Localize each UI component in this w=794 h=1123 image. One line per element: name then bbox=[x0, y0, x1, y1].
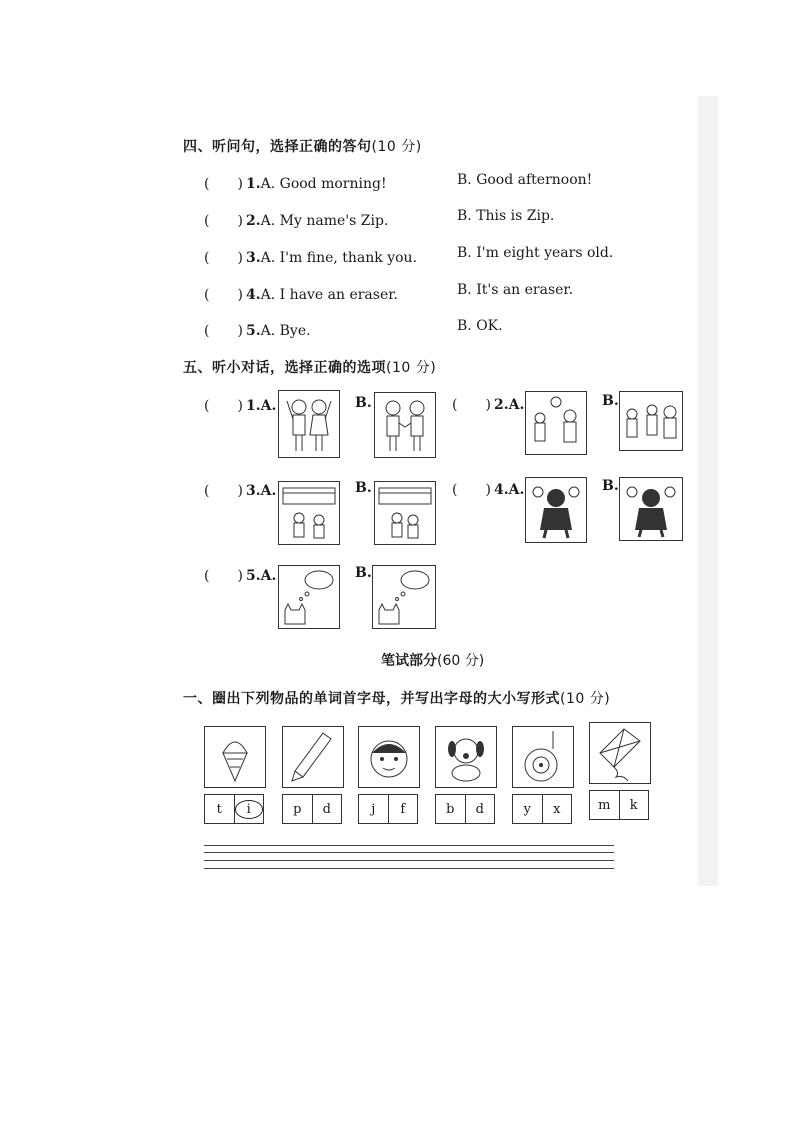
people-meeting-icon bbox=[620, 392, 682, 450]
school-scene-picture-a[interactable] bbox=[278, 481, 340, 545]
letter-option[interactable]: y bbox=[523, 801, 531, 817]
option-a: A. I have an eraser. bbox=[260, 287, 398, 303]
question-row: ( ) 4.A. I have an eraser. bbox=[204, 284, 398, 304]
section-4-title: 四、听问句，选择正确的答句(10 分) bbox=[183, 139, 422, 155]
scrollbar[interactable] bbox=[698, 96, 718, 886]
part-1-title: 一、圈出下列物品的单词首字母，并写出字母的大小写形式(10 分) bbox=[183, 691, 611, 707]
answer-blank[interactable]: ( ) bbox=[204, 287, 243, 303]
morning-greeting-picture[interactable] bbox=[525, 391, 587, 455]
option-a: A. I'm fine, thank you. bbox=[260, 250, 418, 266]
yoyo-picture bbox=[512, 726, 574, 788]
option-b-label: B. bbox=[355, 565, 372, 581]
option-b: B. This is Zip. bbox=[457, 208, 555, 224]
question-row: ( ) 5.A. bbox=[204, 565, 276, 585]
kids-waving-picture[interactable] bbox=[278, 390, 340, 458]
kite-icon bbox=[590, 723, 650, 783]
ice-cream-icon bbox=[205, 727, 265, 787]
answer-blank[interactable]: ( ) bbox=[452, 397, 491, 413]
ice-cream-picture bbox=[204, 726, 266, 788]
question-row: ( ) 5.A. Bye. bbox=[204, 320, 311, 340]
letter-choice-box[interactable] bbox=[358, 794, 418, 824]
cat-thinking-picture-b[interactable] bbox=[372, 565, 436, 629]
answer-blank[interactable]: ( ) bbox=[204, 250, 243, 266]
option-b-label: B. bbox=[355, 480, 372, 496]
letter-option[interactable]: d bbox=[312, 795, 342, 823]
letter-option[interactable]: p bbox=[293, 801, 302, 817]
letter-choice-box[interactable] bbox=[204, 794, 264, 824]
option-b: B. OK. bbox=[457, 318, 503, 334]
letter-option[interactable]: x bbox=[542, 795, 572, 823]
handshake-icon bbox=[375, 393, 435, 457]
option-b-label: B. bbox=[355, 395, 372, 411]
school-building-icon bbox=[375, 482, 435, 544]
clown-picture-a[interactable] bbox=[525, 477, 587, 543]
circled-letter: i bbox=[235, 800, 264, 819]
letter-option[interactable]: d bbox=[465, 795, 495, 823]
answer-blank[interactable]: ( ) bbox=[204, 568, 243, 584]
letter-option[interactable]: m bbox=[598, 797, 611, 813]
letter-option[interactable] bbox=[234, 795, 264, 823]
question-row: ( ) 3.A. bbox=[204, 480, 276, 500]
option-b: B. It's an eraser. bbox=[457, 282, 574, 298]
letter-choice-box[interactable] bbox=[435, 794, 495, 824]
option-b: B. I'm eight years old. bbox=[457, 245, 614, 261]
dog-picture bbox=[435, 726, 497, 788]
written-part-title: 笔试部分(60 分) bbox=[381, 653, 485, 669]
clown-icon bbox=[526, 478, 586, 542]
option-b-label: B. bbox=[602, 478, 619, 494]
writing-line bbox=[204, 845, 614, 846]
letter-option[interactable]: j bbox=[371, 801, 376, 817]
school-building-icon bbox=[279, 482, 339, 544]
cat-thought-bubble-icon bbox=[373, 566, 435, 628]
question-row: ( ) 3.A. I'm fine, thank you. bbox=[204, 247, 417, 267]
writing-line bbox=[204, 852, 614, 853]
clown-picture-b[interactable] bbox=[619, 477, 683, 541]
school-scene-picture-b[interactable] bbox=[374, 481, 436, 545]
letter-option[interactable]: k bbox=[619, 791, 649, 819]
letter-option[interactable]: b bbox=[446, 801, 455, 817]
pencil-picture bbox=[282, 726, 344, 788]
option-b-label: B. bbox=[602, 393, 619, 409]
kite-picture bbox=[589, 722, 651, 784]
letter-choice-box[interactable] bbox=[589, 790, 649, 820]
answer-blank[interactable]: ( ) bbox=[204, 398, 243, 414]
face-picture bbox=[358, 726, 420, 788]
question-row: ( ) 4.A. bbox=[452, 479, 524, 499]
answer-blank[interactable]: ( ) bbox=[452, 482, 491, 498]
answer-blank[interactable]: ( ) bbox=[204, 483, 243, 499]
section-5-title: 五、听小对话，选择正确的选项(10 分) bbox=[183, 360, 437, 376]
face-icon bbox=[359, 727, 419, 787]
answer-blank[interactable]: ( ) bbox=[204, 213, 243, 229]
question-row: ( ) 2.A. bbox=[452, 394, 524, 414]
writing-line bbox=[204, 868, 614, 869]
letter-choice-box[interactable] bbox=[512, 794, 572, 824]
kids-waving-icon bbox=[279, 391, 339, 457]
writing-line bbox=[204, 860, 614, 861]
question-row: ( ) 1.A. Good morning! bbox=[204, 173, 387, 193]
letter-choice-box[interactable] bbox=[282, 794, 342, 824]
afternoon-greeting-picture[interactable] bbox=[619, 391, 683, 451]
option-a: A. My name's Zip. bbox=[260, 213, 389, 229]
kids-handshake-picture[interactable] bbox=[374, 392, 436, 458]
answer-blank[interactable]: ( ) bbox=[204, 176, 243, 192]
question-row: ( ) 1.A. bbox=[204, 395, 276, 415]
option-a: A. Bye. bbox=[260, 323, 311, 339]
question-row: ( ) 2.A. My name's Zip. bbox=[204, 210, 388, 230]
cat-thought-bubble-icon bbox=[279, 566, 339, 628]
cat-thinking-picture-a[interactable] bbox=[278, 565, 340, 629]
people-greeting-icon bbox=[526, 392, 586, 454]
option-a: A. Good morning! bbox=[260, 176, 387, 192]
letter-option[interactable]: f bbox=[388, 795, 418, 823]
pencil-icon bbox=[283, 727, 343, 787]
yoyo-icon bbox=[513, 727, 573, 787]
clown-icon bbox=[620, 478, 682, 540]
answer-blank[interactable]: ( ) bbox=[204, 323, 243, 339]
dog-icon bbox=[436, 727, 496, 787]
option-b: B. Good afternoon! bbox=[457, 172, 593, 188]
letter-option[interactable]: t bbox=[216, 801, 222, 817]
